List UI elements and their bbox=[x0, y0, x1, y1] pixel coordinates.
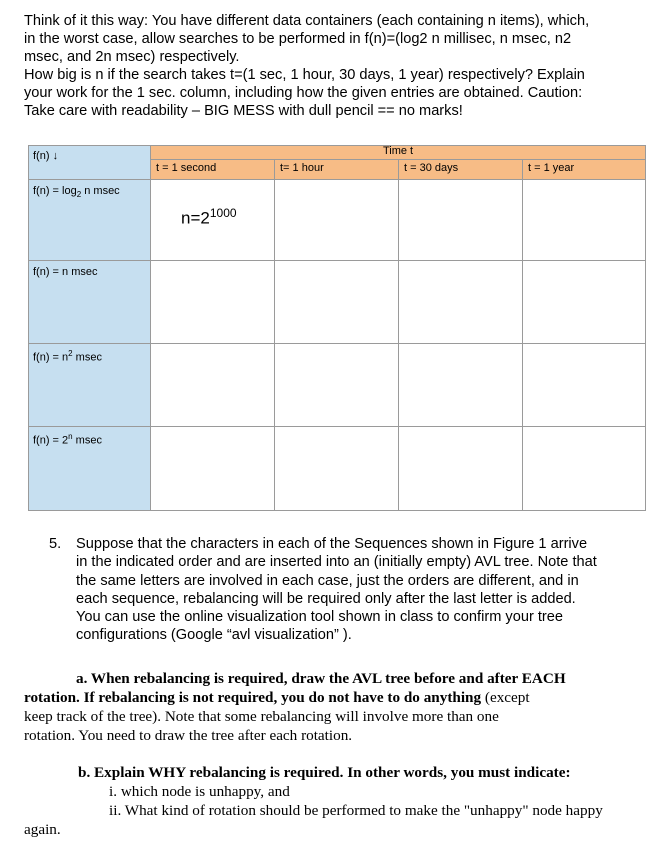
intro-line: in the worst case, allow searches to be performed in f(n)=(log2 n millisec, n msec, n2 bbox=[24, 31, 572, 47]
intro-line: Take care with readability – BIG MESS with dull pencil == no marks! bbox=[24, 103, 463, 119]
part-b-line: b. Explain WHY rebalancing is required. In other words, you must indicate: bbox=[78, 764, 571, 781]
answer-cell-2n-1hour[interactable] bbox=[275, 427, 399, 511]
answer-value: $n=2^{1000}$ bbox=[181, 206, 237, 228]
growth-rate-table bbox=[28, 145, 646, 511]
answer-cell-n-1year[interactable] bbox=[523, 261, 646, 344]
answer-cell-log-1hour[interactable] bbox=[275, 180, 399, 261]
q5-line: You can use the online visualization tool shown in class to confirm your tree bbox=[76, 609, 564, 626]
part-b-tail: again. bbox=[24, 821, 61, 838]
question-5 bbox=[49, 535, 656, 645]
corner-label: f(n) bbox=[33, 150, 50, 162]
column-header-1-second: t = 1 second bbox=[151, 160, 275, 180]
table-row bbox=[29, 261, 646, 344]
intro-paragraph bbox=[24, 12, 664, 120]
answer-cell-2n-1year[interactable] bbox=[523, 427, 646, 511]
answer-cell-2n-1sec[interactable] bbox=[151, 427, 275, 511]
table-row bbox=[29, 180, 646, 261]
answer-cell-log-1year[interactable] bbox=[523, 180, 646, 261]
intro-line: your work for the 1 sec. column, including how the given entries are obtained. Caution: bbox=[24, 85, 583, 101]
answer-cell-log-30days[interactable] bbox=[399, 180, 523, 261]
answer-cell-n2-1hour[interactable] bbox=[275, 344, 399, 427]
answer-cell-n-1sec[interactable] bbox=[151, 261, 275, 344]
q5-line: the same letters are involved in each case, just the orders are different, and in bbox=[76, 572, 579, 589]
column-header-30-days: t = 30 days bbox=[399, 160, 523, 180]
answer-cell-n2-1year[interactable] bbox=[523, 344, 646, 427]
row-label-n-squared: $f(n) = n^2$ msec bbox=[29, 344, 151, 427]
table-row bbox=[29, 427, 646, 511]
row-label-log: $f(n) = \log_2 n$ msec bbox=[29, 180, 151, 261]
table-row bbox=[29, 344, 646, 427]
part-b bbox=[24, 763, 664, 839]
q5-line: each sequence, rebalancing will be required only after the last letter is added. bbox=[76, 590, 576, 607]
part-a bbox=[24, 669, 664, 745]
answer-cell-n-30days[interactable] bbox=[399, 261, 523, 344]
row-label-n: f(n) = n msec bbox=[29, 261, 151, 344]
answer-cell-log-1sec[interactable] bbox=[151, 180, 275, 261]
answer-cell-n2-1sec[interactable] bbox=[151, 344, 275, 427]
intro-line: How big is n if the search takes t=(1 sec, 1 hour, 30 days, 1 year) respectively? Explain bbox=[24, 67, 585, 83]
part-a-line: rotation. You need to draw the tree after each rotation. bbox=[24, 727, 353, 744]
answer-cell-n-1hour[interactable] bbox=[275, 261, 399, 344]
intro-line: msec, and 2n msec) respectively. bbox=[24, 49, 240, 65]
part-a-line: a. When rebalancing is required, draw the AVL tree before and after EACH bbox=[76, 670, 566, 687]
part-a-line: rotation. If rebalancing is not required, you do not have to do anything (except bbox=[24, 689, 530, 706]
table-corner-header bbox=[29, 146, 151, 180]
question-number: 5. bbox=[49, 536, 62, 552]
part-b-item-ii: ii. What kind of rotation should be performed to make the "unhappy" node happy bbox=[109, 802, 603, 819]
q5-line: configurations (Google “avl visualization” ). bbox=[76, 627, 352, 644]
column-header-1-hour: t= 1 hour bbox=[275, 160, 399, 180]
part-b-item-i: i. which node is unhappy, and bbox=[109, 783, 290, 800]
answer-cell-2n-30days[interactable] bbox=[399, 427, 523, 511]
column-header-1-year: t = 1 year bbox=[523, 160, 646, 180]
row-label-2-to-n: $f(n) = 2^n$ msec bbox=[29, 427, 151, 511]
q5-line: in the indicated order and are inserted into an (initially empty) AVL tree. Note that bbox=[76, 554, 597, 571]
time-header: Time t bbox=[151, 146, 646, 160]
down-arrow-icon: ↓ bbox=[52, 150, 59, 162]
answer-cell-n2-30days[interactable] bbox=[399, 344, 523, 427]
intro-line: Think of it this way: You have different data containers (each containing n items), which, bbox=[24, 13, 590, 29]
part-a-line: keep track of the tree). Note that some rebalancing will involve more than one bbox=[24, 708, 499, 725]
q5-line: Suppose that the characters in each of the Sequences shown in Figure 1 arrive bbox=[76, 536, 588, 552]
